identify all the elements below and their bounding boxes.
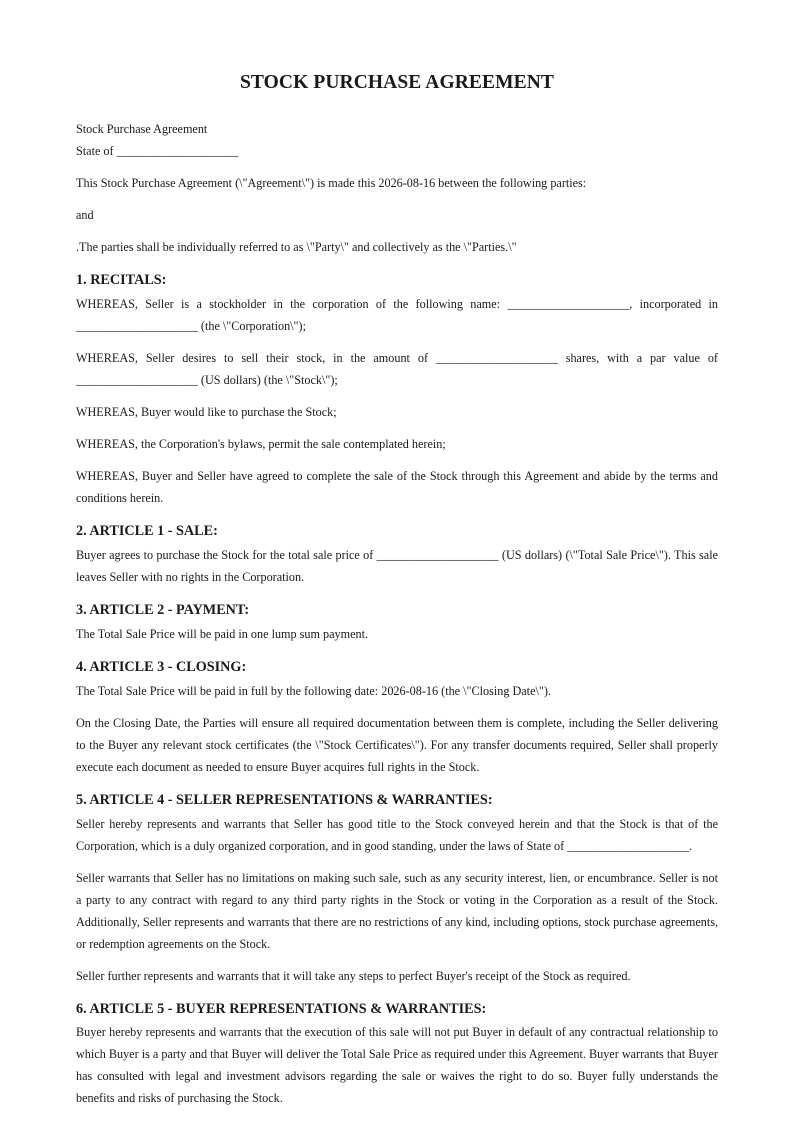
recital-paragraph: WHEREAS, Seller desires to sell their stock, in the amount of ____________________ shares, with a par value of ____________________ (US dollars) (the \"Stock\"); <box>76 351 718 387</box>
recital-paragraph: WHEREAS, the Corporation's bylaws, permit the sale contemplated herein; <box>76 437 446 451</box>
seller-reps-paragraph: Seller further represents and warrants that it will take any steps to perfect Buyer's receipt of the Stock as required. <box>76 969 631 983</box>
recital-paragraph: WHEREAS, Buyer and Seller have agreed to complete the sale of the Stock through this Agreement and abide by the terms and conditions herein. <box>76 469 718 505</box>
recital-paragraph: WHEREAS, Seller is a stockholder in the corporation of the following name: ____________________, incorporated in ____________________ (the \"Corporation\"); <box>76 297 718 333</box>
closing-paragraph: The Total Sale Price will be paid in full by the following date: 2026-08-16 (the \"Closing Date\"). <box>76 684 551 698</box>
buyer-reps-paragraph: Buyer hereby represents and warrants that the execution of this sale will not put Buyer in default of any contractual relationship to which Buyer is a party and that Buyer will deliver the Total Sale Price as required under this Agreement. Buyer warrants that Buyer has consulted with legal and investment advisors regarding the sale or waives the right to do so. Buyer fully understands the benefits and risks of purchasing the Stock. <box>76 1025 718 1105</box>
closing-paragraph: On the Closing Date, the Parties will ensure all required documentation between them is complete, including the Seller delivering to the Buyer any relevant stock certificates (the \"Stock Certificates\"). For any transfer documents required, Seller shall properly execute each document as needed to ensure Buyer acquires full rights in the Stock. <box>76 716 718 774</box>
parties-paragraph: .The parties shall be individually referred to as \"Party\" and collectively as the \"Parties.\" <box>76 240 517 254</box>
document-title: STOCK PURCHASE AGREEMENT <box>239 72 555 93</box>
section-heading-payment: 3. ARTICLE 2 - PAYMENT: <box>76 602 250 618</box>
seller-reps-paragraph: Seller hereby represents and warrants that Seller has good title to the Stock conveyed herein and that the Stock is that of the Corporation, which is a duly organized corporation, and in good standing, under the laws of State of ____________________. <box>76 817 718 853</box>
payment-paragraph: The Total Sale Price will be paid in one lump sum payment. <box>76 627 369 641</box>
section-heading-seller-reps: 5. ARTICLE 4 - SELLER REPRESENTATIONS & WARRANTIES: <box>76 792 493 808</box>
recital-paragraph: WHEREAS, Buyer would like to purchase the Stock; <box>76 405 337 419</box>
section-heading-recitals: 1. RECITALS: <box>76 272 167 288</box>
sale-paragraph: Buyer agrees to purchase the Stock for the total sale price of ____________________ (US dollars) (\"Total Sale Price\"). This sale leaves Seller with no rights in the Corporation. <box>76 548 718 584</box>
intro-paragraph: This Stock Purchase Agreement (\"Agreement\") is made this 2026-08-16 between the following parties: <box>76 176 587 190</box>
seller-reps-paragraph: Seller warrants that Seller has no limitations on making such sale, such as any security interest, lien, or encumbrance. Seller is not a party to any contract with regard to any third party rights in the Stock or voting in the Corporation as a result of the Stock. Additionally, Seller represents and warrants that there are no restrictions of any kind, including options, stock purchase agreements, or redemption agreements on the Stock. <box>76 871 718 951</box>
document-name-line: Stock Purchase Agreement <box>76 122 208 136</box>
section-heading-sale: 2. ARTICLE 1 - SALE: <box>76 523 218 539</box>
state-line: State of ____________________ <box>76 144 239 158</box>
section-heading-closing: 4. ARTICLE 3 - CLOSING: <box>76 659 247 675</box>
and-line: and <box>76 208 94 222</box>
section-heading-buyer-reps: 6. ARTICLE 5 - BUYER REPRESENTATIONS & WARRANTIES: <box>76 1001 487 1017</box>
